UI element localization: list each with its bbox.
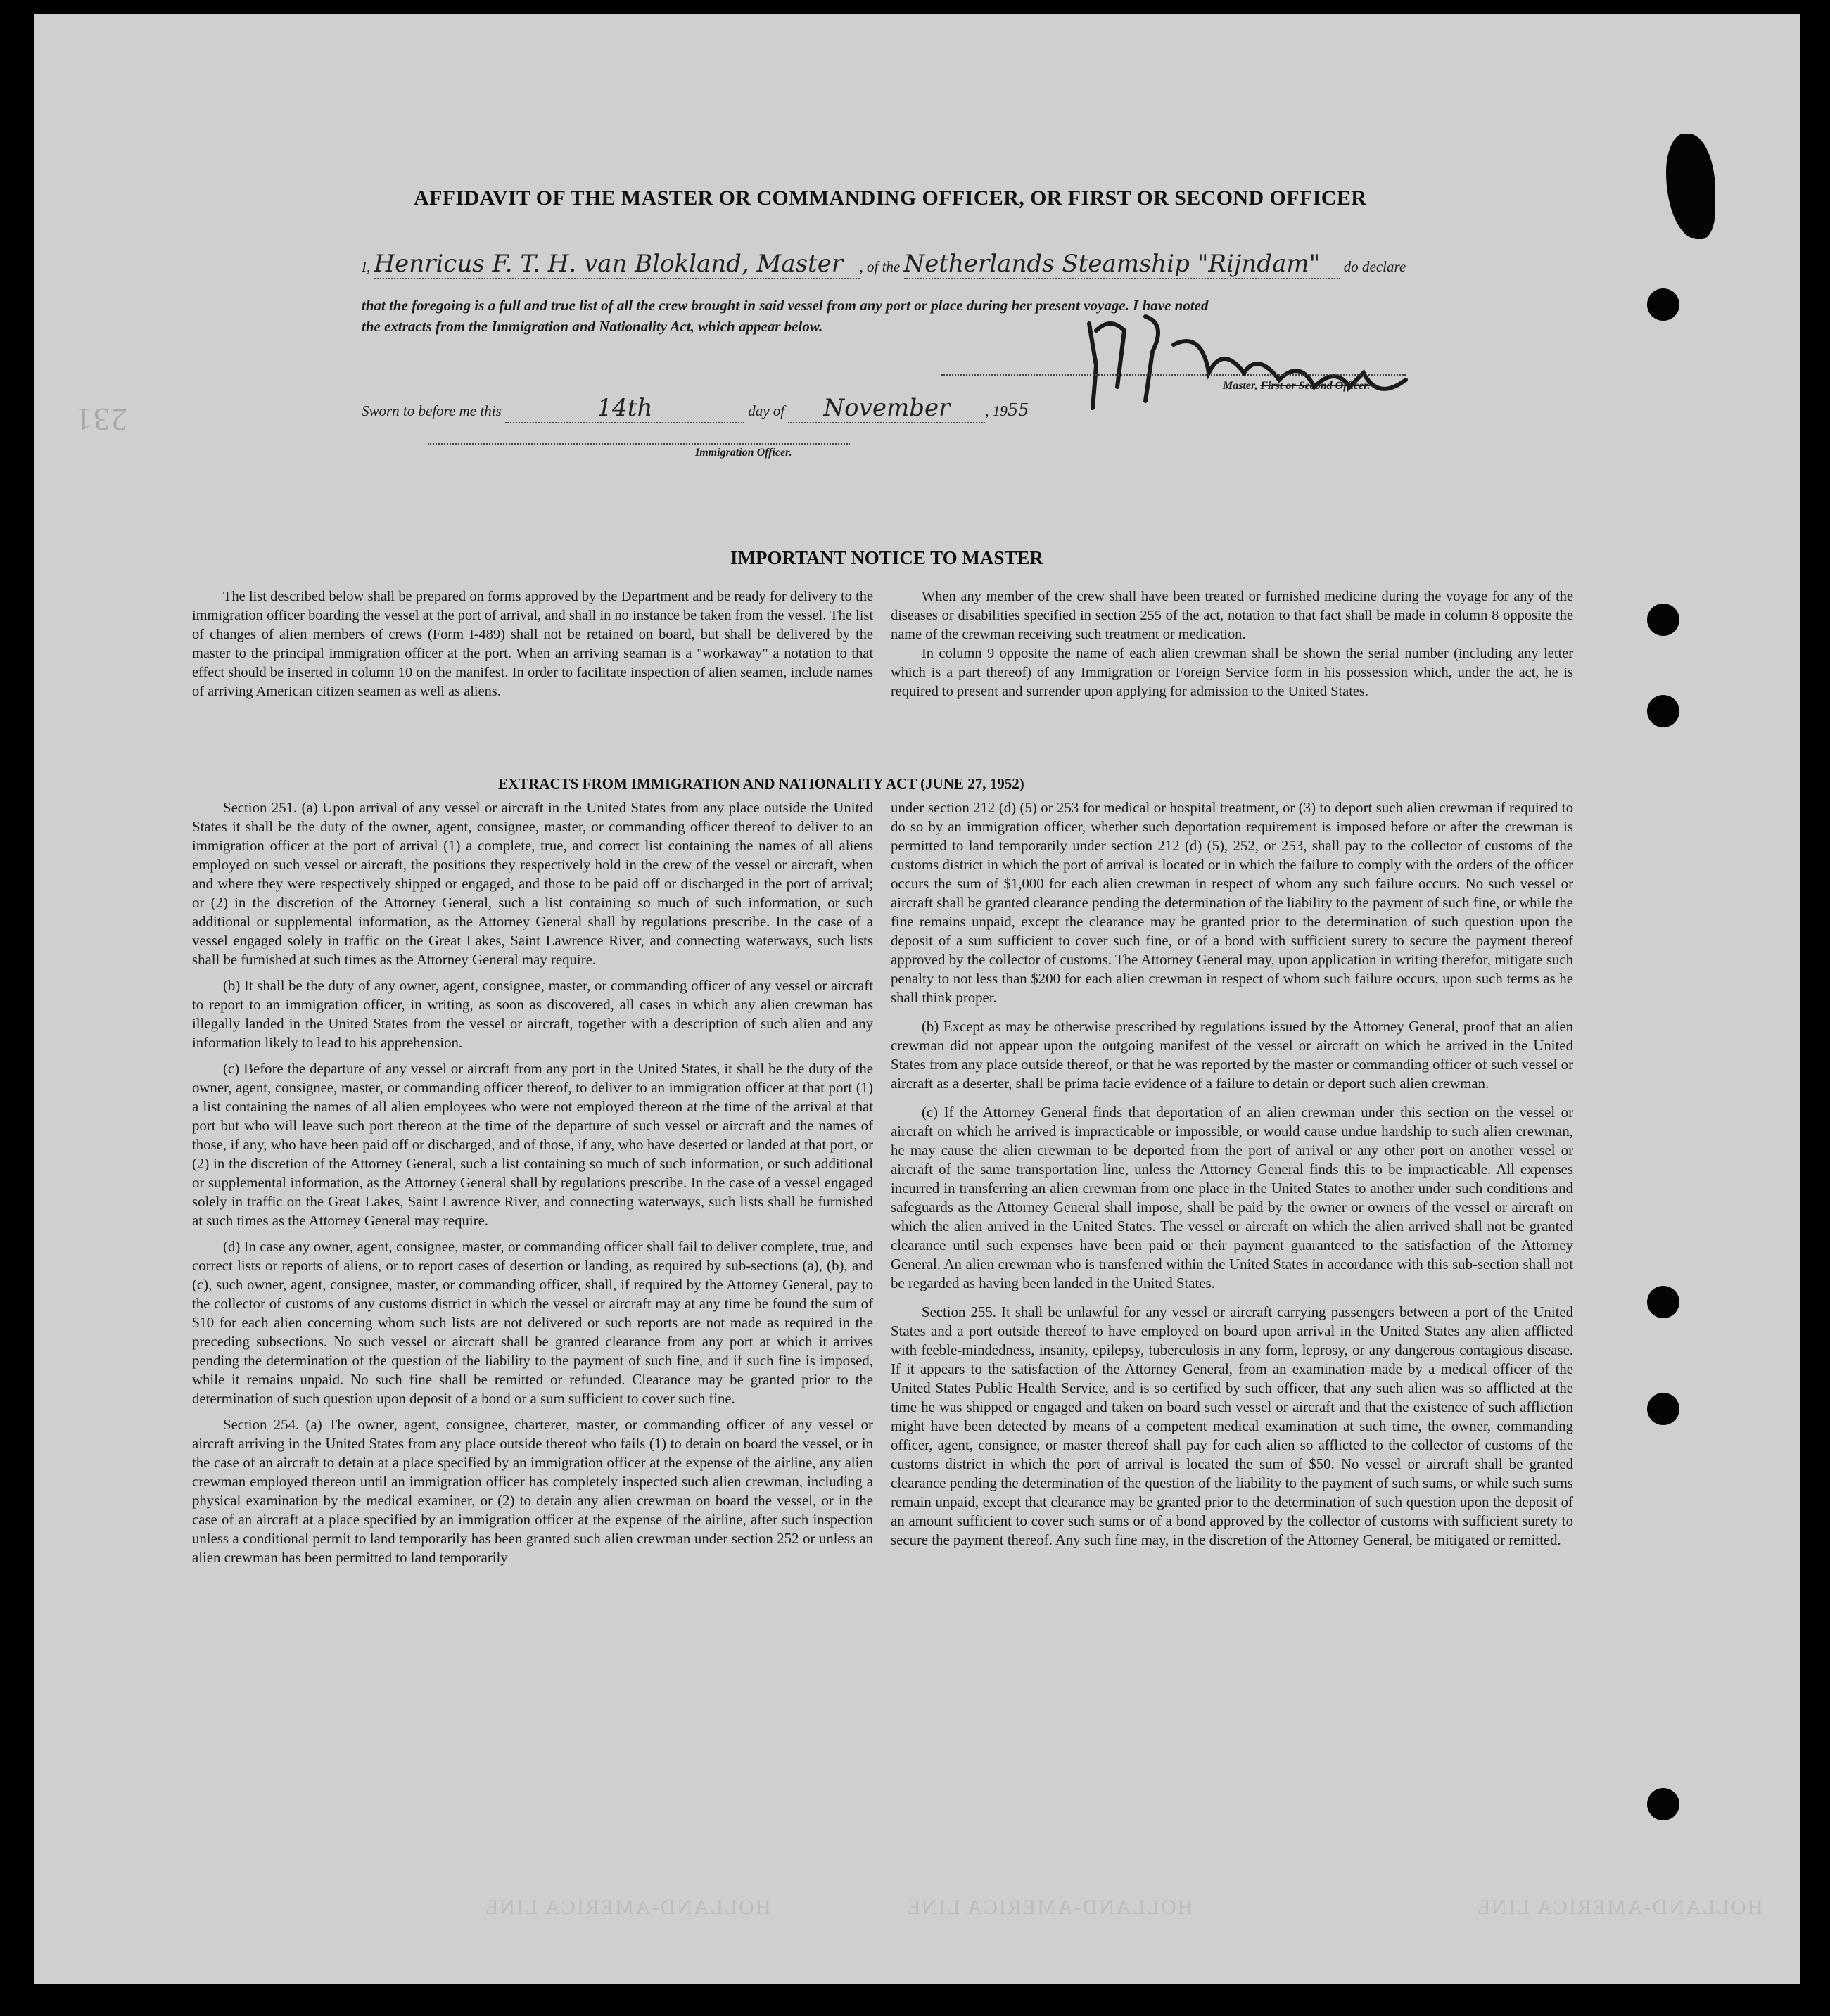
- affidavit-line-3: the extracts from the Immigration and Nationality Act, which appear below.: [362, 318, 823, 335]
- punch-hole: [1647, 695, 1679, 727]
- torn-corner-mark: [1666, 134, 1715, 239]
- affidavit-prefix: I,: [362, 258, 371, 275]
- extracts-title: EXTRACTS FROM IMMIGRATION AND NATIONALITY ACT (JUNE 27, 1952): [498, 775, 1024, 792]
- notice-left-column: [192, 587, 873, 701]
- bleed-through-stamp: HOLLAND-AMERICA LINE: [1476, 1896, 1763, 1919]
- affidavit-line-1: [362, 250, 1406, 279]
- signature-line: [941, 374, 1406, 376]
- do-declare-label: do declare: [1343, 258, 1406, 275]
- year-prefix: , 19: [985, 402, 1008, 419]
- extract-paragraph: Section 251. (a) Upon arrival of any vessel or aircraft in the United States from any place outside the United States it shall be the duty of the owner, agent, consignee, master, or commanding officer thereof to deliver to an immigration officer at the port of arrival (1) a complete, true, and correct list containing the names of all aliens employed on such vessel or aircraft, the positions they respectively hold in the crew of the vessel or aircraft, when and where they were respectively shipped or engaged, and those to be paid off or discharged in the port of arrival; or (2) in the discretion of the Attorney General, such a list containing so much of such information, or such additional or supplemental information, as the Attorney General shall by regulations prescribe. In the case of a vessel engaged solely in traffic on the Great Lakes, Saint Lawrence River, and connecting waterways, such lists shall be furnished at such times as the Attorney General may require.: [192, 800, 873, 968]
- bleed-through-stamp: HOLLAND-AMERICA LINE: [906, 1896, 1193, 1919]
- signature-caption: Master, First or Second Officer.: [1223, 380, 1371, 392]
- extract-paragraph: Section 254. (a) The owner, agent, consignee, charterer, master, or commanding officer of any vessel or aircraft arriving in the United States from any place outside thereof who fails (1) to detain on board the vessel, or in the case of an aircraft to detain at a place specified by an immigration officer at the expense of the airline, any alien crewman employed thereon until an immigration officer has completely inspected such alien crewman, including a physical examination by the medical examiner, or (2) to detain any alien crewman on board the vessel, or in the case of an aircraft at a place specified by an immigration officer at the expense of the airline, after such inspection unless a conditional permit to land temporarily has been granted such alien crewman under section 252 or unless an alien crewman has been permitted to land temporarily: [192, 1417, 873, 1566]
- punch-hole: [1647, 1393, 1679, 1425]
- margin-page-number: 231: [75, 402, 127, 438]
- notice-right-paragraph-1: When any member of the crew shall have been treated or furnished medicine during the voyage for any of the diseases or disabilities specified in section 255 of the act, notation to that fact shall be made in column 8 opposite the name of the crewman receiving such treatment or medication.: [891, 589, 1573, 642]
- sworn-month-handwritten: November: [788, 394, 985, 423]
- of-the-label: , of the: [859, 258, 901, 275]
- sworn-prefix: Sworn to before me this: [362, 402, 502, 419]
- punch-hole: [1647, 288, 1679, 321]
- extract-paragraph: under section 212 (d) (5) or 253 for medical or hospital treatment, or (3) to deport such alien crewman if required to do so by an immigration officer, whether such deportation requirement is imposed before or after the crewman is permitted to land temporarily under section 212 (d) (5), 252, or 253, shall pay to the collector of customs of the customs district in which the port of arrival is located or in which the failure to comply with the orders of the officer occurs the sum of $1,000 for each alien crewman in respect of whom any such failure occurs. No such vessel or aircraft shall be granted clearance pending the determination of the liability to the payment of such fine, or while the fine remains unpaid, except the clearance may be granted prior to the determination of such question upon the deposit of a sum sufficient to cover such fine, or of a bond with sufficient surety to secure the payment thereof approved by the collector of customs. The Attorney General may, upon application in writing therefor, mitigate such penalty to not less than $200 for each alien crewman in respect of whom such failure occurs, upon such terms as he shall think proper.: [891, 800, 1573, 1006]
- sworn-year-handwritten: 55: [1007, 400, 1029, 420]
- notice-right-paragraph-2: In column 9 opposite the name of each alien crewman shall be shown the serial number (including any letter which is a part thereof) of any Immigration or Foreign Service form in his possession which, under the act, he is required to present and surrender upon applying for admission to the United States.: [891, 646, 1573, 699]
- extracts-right-column: [891, 798, 1573, 1550]
- extract-paragraph: Section 255. It shall be unlawful for any vessel or aircraft carrying passengers between a port of the United States and a port outside thereof to have employed on board upon arrival in the United States any alien afflicted with feeble-mindedness, insanity, epilepsy, tuberculosis in any form, leprosy, or any dangerous contagious disease. If it appears to the satisfaction of the Attorney General, from an examination made by a medical officer of the United States Public Health Service, and is so certified by such officer, that any such alien was so afflicted at the time he was shipped or engaged and taken on board such vessel or aircraft and that the existence of such affliction might have been detected by means of a competent medical examination at such time, the owner, commanding officer, agent, consignee, or master thereof shall pay for each alien so afflicted to the collector of customs of the customs district in which the port of arrival is located the sum of $50. No vessel or aircraft shall be granted clearance pending the determination of the question of the liability to the payment of such sums, or while such sums remain unpaid, except that clearance may be granted prior to the determination of such question upon the deposit of an amount sufficient to cover such sums or of a bond approved by the collector of customs with sufficient surety to secure the payment thereof. Any such fine may, in the discretion of the Attorney General, be mitigated or remitted.: [891, 1304, 1573, 1548]
- extract-paragraph: (c) If the Attorney General finds that deportation of an alien crewman under this section on the vessel or aircraft on which he arrived is impracticable or impossible, or would cause undue hardship to such alien crewman, he may cause the alien crewman to be deported from the port of arrival or any other port on another vessel or aircraft of the same transportation line, unless the Attorney General finds this to be impracticable. All expenses incurred in transferring an alien crewman from one place in the United States to another under such conditions and safeguards as the Attorney General shall impose, shall be paid by the owner or owners of the vessel or aircraft on which the alien arrived in the United States. The vessel or aircraft on which the alien arrived shall not be granted clearance until such expenses have been paid or their payment guaranteed to the satisfaction of the Attorney General. An alien crewman who is transferred within the United States in accordance with this sub-section shall not be regarded as having been landed in the United States.: [891, 1104, 1573, 1291]
- extract-paragraph: (d) In case any owner, agent, consignee, master, or commanding officer shall fail to deliver complete, true, and correct lists or reports of aliens, or to report cases of desertion or landing, as required by sub-sections (a), (b), and (c), such owner, agent, consignee, master, or commanding officer, shall, if required by the Attorney General, pay to the collector of customs of any customs district in which the vessel or aircraft may at any time be found the sum of $10 for each alien concerning whom such lists are not delivered or such reports are not made as required in the preceding subsections. No such vessel or aircraft shall be granted clearance from any port at which it arrives pending the determination of the question of the liability to the payment of such fine, and if such fine is imposed, while it remains unpaid. No such fine shall be remitted or refunded. Clearance may be granted prior to the determination of such question upon deposit of a bond or a sum sufficient to cover such fine.: [192, 1239, 873, 1407]
- notice-right-column: [891, 587, 1573, 701]
- extract-paragraph: (b) Except as may be otherwise prescribed by regulations issued by the Attorney General, proof that an alien crewman did not appear upon the outgoing manifest of the vessel or aircraft on which he arrived in the United States from any place outside thereof, or that he was reported by the master or commanding officer of such vessel or aircraft as a deserter, shall be prima facie evidence of a failure to detain or deport such alien crewman.: [891, 1019, 1573, 1092]
- punch-hole: [1647, 1286, 1679, 1318]
- punch-hole: [1647, 1788, 1679, 1820]
- day-of-label: day of: [748, 402, 785, 419]
- extract-paragraph: (c) Before the departure of any vessel or aircraft from any port in the United States, it shall be the duty of the owner, agent, consignee, master, or commanding officer thereof, to deliver to an immigration officer at that port (1) a list containing the names of all alien employees who were not employed thereon at the time of the arrival at that port but who will leave such port thereon at the time of the departure of such vessel or aircraft and the names of those, if any, who have been paid off or discharged, and of those, if any, who have deserted or landed at that port, or (2) in the discretion of the Attorney General, such a list containing so much of such information, or such additional or supplemental information, as the Attorney General shall by regulations prescribe. In the case of a vessel engaged solely in traffic on the Great Lakes, Saint Lawrence River, and connecting waterways, such lists shall be furnished at such times as the Attorney General may require.: [192, 1061, 873, 1229]
- affidavit-title: AFFIDAVIT OF THE MASTER OR COMMANDING OFFICER, OR FIRST OR SECOND OFFICER: [414, 186, 1367, 210]
- notice-left-paragraph: The list described below shall be prepared on forms approved by the Department and be ready for delivery to the immigration officer boarding the vessel at the port of arrival, and shall in no instance be taken from the vessel. The list of changes of alien members of crews (Form I-489) shall not be retained on board, but shall be delivered by the master to the principal immigration officer at the port. When an arriving seaman is a "workaway" a notation to that effect should be inserted in column 10 on the manifest. In order to facilitate inspection of alien seamen, include names of arriving American citizen seamen as well as aliens.: [192, 589, 873, 699]
- immigration-officer-line: [428, 443, 850, 445]
- sworn-day-handwritten: 14th: [505, 394, 744, 423]
- affidavit-line-2: that the foregoing is a full and true list of all the crew brought in said vessel from any port or place during her present voyage. I have noted: [362, 297, 1209, 314]
- master-signature: [1068, 302, 1434, 422]
- document-page: [34, 14, 1800, 1984]
- bleed-through-stamp: HOLLAND-AMERICA LINE: [484, 1896, 771, 1919]
- extract-paragraph: (b) It shall be the duty of any owner, agent, consignee, master, or commanding officer of any vessel or aircraft to report to an immigration officer, in writing, as soon as discovered, all cases in which any alien crewman has illegally landed in the United States from the vessel or aircraft, together with a description of such alien and any information likely to lead to his apprehension.: [192, 978, 873, 1051]
- notice-title: IMPORTANT NOTICE TO MASTER: [730, 547, 1043, 568]
- sworn-line: [362, 394, 1029, 423]
- vessel-name-handwritten: Netherlands Steamship "Rijndam": [904, 250, 1340, 279]
- immigration-officer-caption: Immigration Officer.: [695, 447, 792, 459]
- master-name-handwritten: Henricus F. T. H. van Blokland, Master: [374, 250, 860, 279]
- extracts-left-column: [192, 798, 873, 1567]
- punch-hole: [1647, 604, 1679, 636]
